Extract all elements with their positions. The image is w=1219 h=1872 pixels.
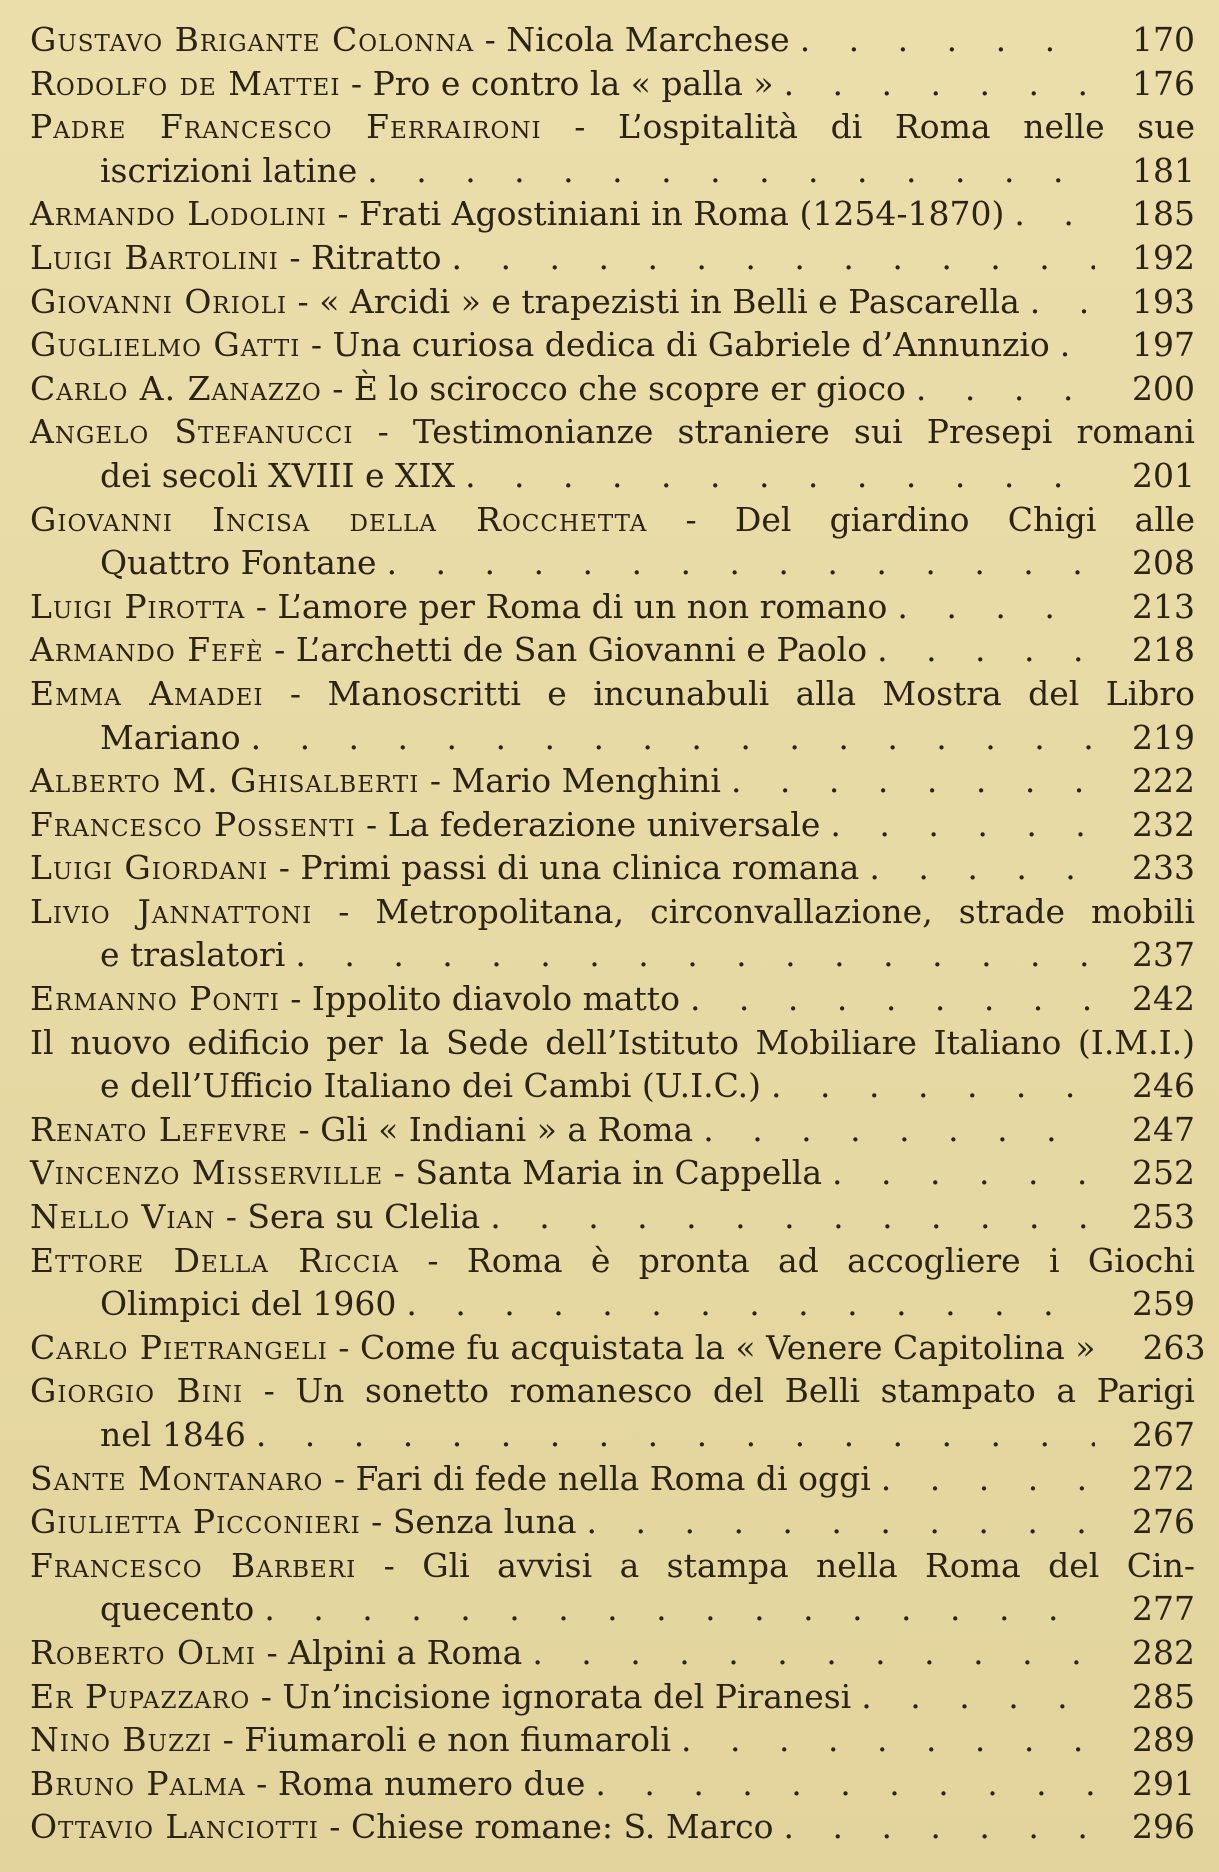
toc-entry-text: [30, 1239, 1195, 1283]
toc-entry-line: [30, 192, 1195, 236]
toc-entry: [30, 1675, 1195, 1719]
page-number: 218: [1132, 630, 1195, 670]
toc-separator: -: [647, 499, 735, 539]
toc-title: Olimpici del 1960: [100, 1284, 397, 1324]
toc-entry-text: [100, 454, 455, 498]
page-number: 263: [1142, 1327, 1206, 1367]
dot-leader: [1004, 192, 1095, 236]
page-number: 176: [1132, 63, 1195, 103]
dot-leader: [455, 454, 1095, 498]
toc-entry-text: [30, 498, 1195, 542]
dot-leader: [820, 803, 1095, 847]
toc-author: Guglielmo Gatti: [30, 325, 301, 365]
toc-title: nel 1846: [100, 1415, 246, 1454]
toc-entry-text: [30, 1675, 851, 1719]
toc-entry-text: [30, 585, 887, 629]
toc-separator: -: [263, 673, 328, 713]
dot-leader: [773, 1805, 1095, 1849]
toc-entry: [30, 367, 1195, 411]
toc-entry-line: [30, 62, 1195, 106]
toc-author: Livio Jannattoni: [30, 891, 313, 931]
toc-entry-text: [30, 1500, 577, 1544]
page-number: 247: [1132, 1109, 1195, 1149]
toc-entry-text: [30, 672, 1195, 716]
toc-entry-text: [100, 1413, 246, 1457]
page-number: 282: [1132, 1632, 1195, 1672]
toc-entry-line: [30, 672, 1195, 716]
toc-entry-continuation: [30, 1587, 1195, 1631]
toc-entry-text: [30, 1151, 822, 1195]
toc-entry-text: [30, 323, 1050, 367]
toc-title: Un’incisione ignorata del Piranesi: [282, 1676, 852, 1716]
toc-entry: [30, 1500, 1195, 1544]
toc-title: Gli « Indiani » a Roma: [320, 1109, 694, 1149]
toc-entry-line: [30, 105, 1195, 149]
page-number: 272: [1132, 1458, 1195, 1498]
page-number: 291: [1132, 1763, 1195, 1803]
toc-separator: -: [353, 412, 413, 452]
toc-entry-line: [30, 1544, 1195, 1588]
page-number: 252: [1132, 1153, 1195, 1193]
toc-entry-line: [30, 803, 1195, 847]
page-number: 267: [1132, 1415, 1195, 1454]
toc-entry: [30, 890, 1195, 977]
toc-entry-line: [30, 1369, 1195, 1413]
toc-title: Sera su Clelia: [247, 1197, 481, 1237]
toc-author: Giorgio Bini: [30, 1371, 244, 1411]
toc-separator: -: [541, 107, 618, 147]
page-number: 201: [1132, 455, 1195, 495]
dot-leader: [906, 367, 1095, 411]
toc-author: Luigi Giordani: [30, 848, 269, 888]
toc-entry-text: [100, 716, 241, 760]
toc-title: L’ospitalità di Roma nelle sue: [618, 107, 1195, 147]
toc-entry: [30, 1457, 1195, 1501]
toc-entry: [30, 18, 1195, 62]
toc-title: « Arcidi » e trapezisti in Belli e Pascarella: [319, 281, 1020, 321]
dot-leader: [761, 1064, 1095, 1108]
toc-title: Roma numero due: [277, 1763, 586, 1803]
toc-entry-line: [30, 1021, 1195, 1065]
page-number: 237: [1132, 935, 1195, 975]
toc-separator: -: [278, 237, 312, 277]
dot-leader: [357, 149, 1095, 193]
toc-entry: [30, 1239, 1195, 1326]
toc-separator: -: [287, 1109, 321, 1149]
toc-title: Quattro Fontane: [100, 543, 377, 583]
toc-entry: [30, 672, 1195, 759]
toc-separator: -: [399, 1240, 467, 1280]
page-number: 181: [1132, 150, 1195, 190]
toc-entry: [30, 803, 1195, 847]
toc-title: iscrizioni latine: [100, 150, 358, 190]
toc-title: L’amore per Roma di un non romano: [277, 586, 888, 626]
toc-entry-text: [30, 236, 442, 280]
dot-leader: [859, 846, 1095, 890]
dot-leader: [867, 628, 1095, 672]
toc-separator: -: [356, 1545, 423, 1585]
toc-separator: -: [419, 761, 452, 801]
toc-entry-text: [30, 280, 1020, 324]
toc-entry-text: [30, 846, 859, 890]
toc-title: Chiese romane: S. Marco: [350, 1807, 774, 1847]
toc-entry: [30, 1369, 1195, 1456]
toc-author: Angelo Stefanucci: [30, 412, 354, 452]
toc-entry-continuation: [30, 1064, 1195, 1108]
toc-entry-text: [30, 105, 1195, 149]
toc-entry: [30, 1762, 1195, 1806]
toc-entry: [30, 1631, 1195, 1675]
toc-entry-text: [30, 1631, 522, 1675]
page-number: 219: [1132, 717, 1195, 757]
toc-separator: -: [474, 20, 507, 59]
toc-entry-text: [30, 18, 790, 62]
toc-entry-line: [30, 890, 1195, 934]
toc-entry-continuation: [30, 933, 1195, 977]
dot-leader: [396, 1282, 1095, 1326]
toc-title: Testimonianze straniere sui Presepi romani: [412, 412, 1195, 452]
toc-entry-text: [30, 192, 1004, 236]
toc-entry-text: [30, 803, 820, 847]
toc-title: Mariano: [100, 717, 241, 757]
toc-title: Roma è pronta ad accogliere i Giochi: [466, 1240, 1195, 1280]
dot-leader: [254, 1587, 1095, 1631]
toc-title: Metropolitana, circonvallazione, strade mobili: [375, 891, 1195, 931]
toc-entry: [30, 62, 1195, 106]
toc-entry-line: [30, 1195, 1195, 1239]
toc-title: e dell’Ufficio Italiano dei Cambi (U.I.C.): [100, 1066, 762, 1106]
toc-title: Un sonetto romanesco del Belli stampato a Parigi: [295, 1371, 1195, 1411]
toc-entry-text: [30, 628, 867, 672]
dot-leader: [721, 759, 1095, 803]
toc-entry: [30, 1021, 1195, 1108]
toc-entry-text: [30, 977, 680, 1021]
toc-author: Giulietta Picconieri: [30, 1502, 361, 1542]
toc-separator: -: [268, 848, 301, 888]
toc-entry-line: [30, 323, 1195, 367]
toc-entry-line: [30, 1762, 1195, 1806]
page-number: 285: [1132, 1676, 1195, 1716]
page-number: 192: [1132, 237, 1195, 277]
dot-leader: [241, 716, 1095, 760]
toc-author: Gustavo Brigante Colonna: [30, 20, 475, 59]
toc-entry-text: [30, 1195, 480, 1239]
toc-entry: [30, 1718, 1195, 1762]
toc-separator: -: [323, 1458, 356, 1498]
dot-leader: [887, 585, 1095, 629]
toc-entry-text: [100, 149, 357, 193]
dot-leader: [790, 18, 1095, 62]
page-number: 197: [1132, 325, 1195, 365]
toc-separator: -: [212, 1720, 245, 1760]
toc-entry-text: [100, 541, 377, 585]
toc-separator: -: [250, 1676, 283, 1716]
toc-entry-text: [30, 367, 906, 411]
toc-entry-continuation: [30, 716, 1195, 760]
toc-entry-text: [100, 1282, 396, 1326]
toc-entry-line: [30, 1108, 1195, 1152]
toc-title: Senza luna: [392, 1502, 577, 1542]
toc-entry: [30, 1805, 1195, 1849]
toc-entry: [30, 1195, 1195, 1239]
toc-entry-line: [30, 1631, 1195, 1675]
toc-title: È lo scirocco che scopre er gioco: [353, 368, 906, 408]
dot-leader: [774, 62, 1095, 106]
toc-entry: [30, 759, 1195, 803]
toc-title: Ippolito diavolo matto: [311, 979, 680, 1019]
page-number: 289: [1132, 1720, 1195, 1760]
toc-entry: [30, 1544, 1195, 1631]
toc-author: Luigi Bartolini: [30, 237, 279, 277]
toc-entry-line: [30, 367, 1195, 411]
toc-title: Alpini a Roma: [288, 1632, 523, 1672]
toc-separator: -: [340, 63, 373, 103]
dot-leader: [377, 541, 1095, 585]
toc-entry: [30, 105, 1195, 192]
page-number: 170: [1132, 20, 1195, 59]
toc-entry-text: [30, 62, 774, 106]
toc-author: Renato Lefevre: [30, 1109, 288, 1149]
dot-leader: [680, 977, 1095, 1021]
toc-author: Ettore Della Riccia: [30, 1240, 400, 1280]
toc-entry: [30, 236, 1195, 280]
toc-entry: [30, 280, 1195, 324]
toc-author: Carlo Pietrangeli: [30, 1327, 328, 1367]
toc-entry: [30, 498, 1195, 585]
toc-entry-line: [30, 498, 1195, 542]
toc-author: Nino Buzzi: [30, 1720, 213, 1760]
toc-title: Ritratto: [311, 237, 442, 277]
page-number: 222: [1132, 761, 1195, 801]
toc-author: Giovanni Orioli: [30, 281, 288, 321]
toc-title: dei secoli XVIII e XIX: [100, 455, 456, 495]
toc-title: La federazione universale: [387, 804, 821, 844]
dot-leader: [1095, 1326, 1105, 1370]
toc-title: Frati Agostiniani in Roma (1254-1870): [359, 194, 1005, 234]
toc-title: Santa Maria in Cappella: [415, 1153, 823, 1193]
toc-separator: -: [326, 194, 359, 234]
toc-separator: -: [300, 325, 333, 365]
toc-entry-line: [30, 280, 1195, 324]
toc-title: e traslatori: [100, 935, 286, 975]
toc-title: Come fu acquistata la « Venere Capitolina »: [359, 1327, 1096, 1367]
toc-entry: [30, 977, 1195, 1021]
toc-author: Ermanno Ponti: [30, 979, 280, 1019]
dot-leader: [585, 1762, 1095, 1806]
toc-entry: [30, 846, 1195, 890]
toc-title: Pro e contro la « palla »: [372, 63, 774, 103]
dot-leader: [577, 1500, 1095, 1544]
toc-title: quecento: [100, 1589, 255, 1629]
toc-entry-text: [30, 1544, 1195, 1588]
toc-entry-text: [30, 1762, 585, 1806]
toc-entry-line: [30, 628, 1195, 672]
toc-title: Del giardino Chigi alle: [734, 499, 1195, 539]
toc-entry-text: [30, 1326, 1095, 1370]
toc-entry-text: [30, 1021, 1195, 1065]
toc-entry-line: [30, 1805, 1195, 1849]
dot-leader: [693, 1108, 1095, 1152]
toc-entry-text: [100, 1587, 254, 1631]
page-number: 185: [1132, 194, 1195, 234]
page-number: 246: [1132, 1066, 1195, 1106]
toc-author: Armando Lodolini: [30, 194, 327, 234]
page-number: 276: [1132, 1502, 1195, 1542]
toc-entry-continuation: [30, 1413, 1195, 1457]
toc-author: Francesco Barberi: [30, 1545, 357, 1585]
toc-author: Bruno Palma: [30, 1763, 246, 1803]
page-number: 296: [1132, 1807, 1195, 1847]
toc-entry-continuation: [30, 541, 1195, 585]
toc-title: Primi passi di una clinica romana: [300, 848, 860, 888]
toc-entry-continuation: [30, 454, 1195, 498]
toc-entry-line: [30, 1675, 1195, 1719]
toc-title: Il nuovo edificio per la Sede dell’Istituto Mobiliare Italiano (I.M.I.): [30, 1022, 1195, 1062]
toc-separator: -: [327, 1327, 360, 1367]
toc-entry-line: [30, 1239, 1195, 1283]
page-number: 242: [1132, 979, 1195, 1019]
toc-entry: [30, 585, 1195, 629]
page-number: 277: [1132, 1589, 1195, 1629]
toc-separator: -: [383, 1153, 416, 1193]
dot-leader: [1050, 323, 1095, 367]
toc-entry-continuation: [30, 149, 1195, 193]
toc-title: Mario Menghini: [451, 761, 721, 801]
toc-title: Una curiosa dedica di Gabriele d’Annunzio: [332, 325, 1050, 365]
toc-separator: -: [321, 368, 354, 408]
toc-title: Fiumaroli e non fiumaroli: [244, 1720, 672, 1760]
toc-separator: -: [318, 1807, 351, 1847]
toc-entry-line: [30, 1326, 1206, 1370]
toc-entry: [30, 192, 1195, 236]
toc-entry-text: [30, 890, 1195, 934]
toc-separator: -: [245, 586, 278, 626]
toc-entry-text: [30, 1718, 671, 1762]
toc-author: Vincenzo Misserville: [30, 1153, 384, 1193]
toc-separator: -: [355, 804, 388, 844]
toc-separator: -: [263, 630, 296, 670]
toc-entry-text: [100, 1064, 761, 1108]
toc-entry-text: [30, 1805, 773, 1849]
toc-separator: -: [215, 1197, 248, 1237]
toc-separator: -: [360, 1502, 393, 1542]
page-number: 193: [1132, 281, 1195, 321]
toc-separator: -: [279, 979, 312, 1019]
page-number: 232: [1132, 804, 1195, 844]
dot-leader: [822, 1151, 1095, 1195]
toc-entry-line: [30, 585, 1195, 629]
toc-entry: [30, 1326, 1206, 1370]
toc-entry-text: [30, 410, 1195, 454]
toc-entry-text: [30, 1108, 693, 1152]
dot-leader: [246, 1413, 1095, 1457]
page-number: 259: [1132, 1284, 1195, 1324]
toc-entry-line: [30, 1151, 1195, 1195]
toc-entry-text: [30, 759, 721, 803]
toc-title: Nicola Marchese: [506, 20, 790, 59]
toc-author: Roberto Olmi: [30, 1632, 256, 1672]
toc-author: Francesco Possenti: [30, 804, 356, 844]
toc-entry-text: [30, 1457, 871, 1501]
dot-leader: [871, 1457, 1095, 1501]
toc-entry-line: [30, 1500, 1195, 1544]
dot-leader: [522, 1631, 1095, 1675]
toc-entry: [30, 1108, 1195, 1152]
dot-leader: [1020, 280, 1095, 324]
toc-author: Sante Montanaro: [30, 1458, 324, 1498]
toc-entry: [30, 1151, 1195, 1195]
toc-entry: [30, 323, 1195, 367]
toc-author: Armando Fefè: [30, 630, 264, 670]
toc-author: Rodolfo de Mattei: [30, 63, 341, 103]
page-number: 208: [1132, 543, 1195, 583]
toc-entry-line: [30, 846, 1195, 890]
toc-author: Er Pupazzaro: [30, 1676, 251, 1716]
toc-entry-line: [30, 1718, 1195, 1762]
toc-author: Carlo A. Zanazzo: [30, 368, 322, 408]
toc-title: Fari di fede nella Roma di oggi: [355, 1458, 871, 1498]
toc-author: Giovanni Incisa della Rocchetta: [30, 499, 648, 539]
toc-entry-line: [30, 1457, 1195, 1501]
toc-title: Gli avvisi a stampa nella Roma del Cin-: [422, 1545, 1195, 1585]
dot-leader: [442, 236, 1095, 280]
toc-author: Alberto M. Ghisalberti: [30, 761, 420, 801]
page-number: 233: [1132, 848, 1195, 888]
toc-author: Padre Francesco Ferraironi: [30, 107, 542, 147]
dot-leader: [851, 1675, 1095, 1719]
page-number: 253: [1132, 1197, 1195, 1237]
toc-entry-text: [100, 933, 285, 977]
toc-separator: -: [245, 1763, 278, 1803]
toc-entry-line: [30, 410, 1195, 454]
toc-entry-line: [30, 18, 1195, 62]
toc-author: Emma Amadei: [30, 673, 264, 713]
toc-separator: -: [312, 891, 376, 931]
toc-entry: [30, 628, 1195, 672]
toc-entry: [30, 410, 1195, 497]
toc-author: Luigi Pirotta: [30, 586, 246, 626]
toc-separator: -: [243, 1371, 296, 1411]
page-number: 213: [1132, 586, 1195, 626]
toc-entry-line: [30, 977, 1195, 1021]
toc-entry-continuation: [30, 1282, 1195, 1326]
toc-title: Manoscritti e incunabuli alla Mostra del Libro: [327, 673, 1195, 713]
toc-author: Nello Vian: [30, 1197, 216, 1237]
toc-separator: -: [287, 281, 320, 321]
dot-leader: [671, 1718, 1095, 1762]
toc-separator: -: [255, 1632, 289, 1672]
toc-entry-line: [30, 236, 1195, 280]
toc-title: L’archetti de San Giovanni e Paolo: [295, 630, 868, 670]
toc-entry-line: [30, 759, 1195, 803]
dot-leader: [285, 933, 1095, 977]
toc-author: Ottavio Lanciotti: [30, 1807, 319, 1847]
toc-entry-text: [30, 1369, 1195, 1413]
dot-leader: [480, 1195, 1095, 1239]
page-number: 200: [1132, 368, 1195, 408]
